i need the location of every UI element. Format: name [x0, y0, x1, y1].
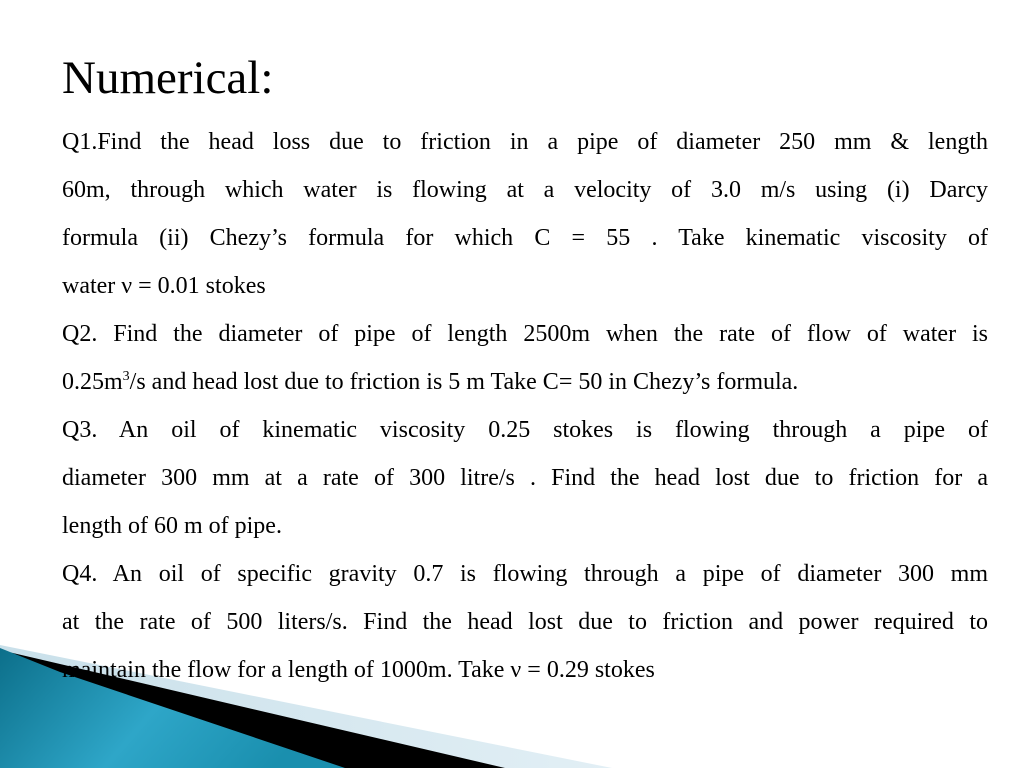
question-4-line-2: at the rate of 500 liters/s. Find the head lost due to friction and power required to: [62, 609, 988, 635]
question-3-line-2: diameter 300 mm at a rate of 300 litre/s . Find the head lost due to friction for a: [62, 465, 988, 491]
question-2: [62, 310, 988, 406]
question-3-line-1: Q3. An oil of kinematic viscosity 0.25 stokes is flowing through a pipe of: [62, 417, 988, 443]
question-2-line-1: Q2. Find the diameter of pipe of length 2500m when the rate of flow of water is: [62, 321, 988, 347]
question-4-line-3: maintain the flow for a length of 1000m. Take ν = 0.29 stokes: [62, 657, 655, 683]
cubic-superscript: 3: [122, 369, 130, 384]
slide-title: Numerical:: [62, 52, 274, 104]
flow-rate-value: 0.25m: [62, 369, 123, 395]
question-1-line-4: water ν = 0.01 stokes: [62, 273, 266, 299]
question-2-line-2: [62, 358, 988, 406]
questions-body: [62, 118, 988, 694]
question-2-line-2-rest: /s and head lost due to friction is 5 m Take C= 50 in Chezy’s formula.: [129, 369, 799, 395]
question-4: [62, 550, 988, 694]
question-1-line-2: 60m, through which water is flowing at a velocity of 3.0 m/s using (i) Darcy: [62, 177, 988, 203]
question-4-line-1: Q4. An oil of specific gravity 0.7 is flowing through a pipe of diameter 300 mm: [62, 561, 988, 587]
question-1-line-3: formula (ii) Chezy’s formula for which C = 55 . Take kinematic viscosity of: [62, 225, 988, 251]
question-3: [62, 406, 988, 550]
question-1-line-1: Q1.Find the head loss due to friction in a pipe of diameter 250 mm & length: [62, 129, 988, 155]
question-3-line-3: length of 60 m of pipe.: [62, 513, 282, 539]
question-1: [62, 118, 988, 310]
